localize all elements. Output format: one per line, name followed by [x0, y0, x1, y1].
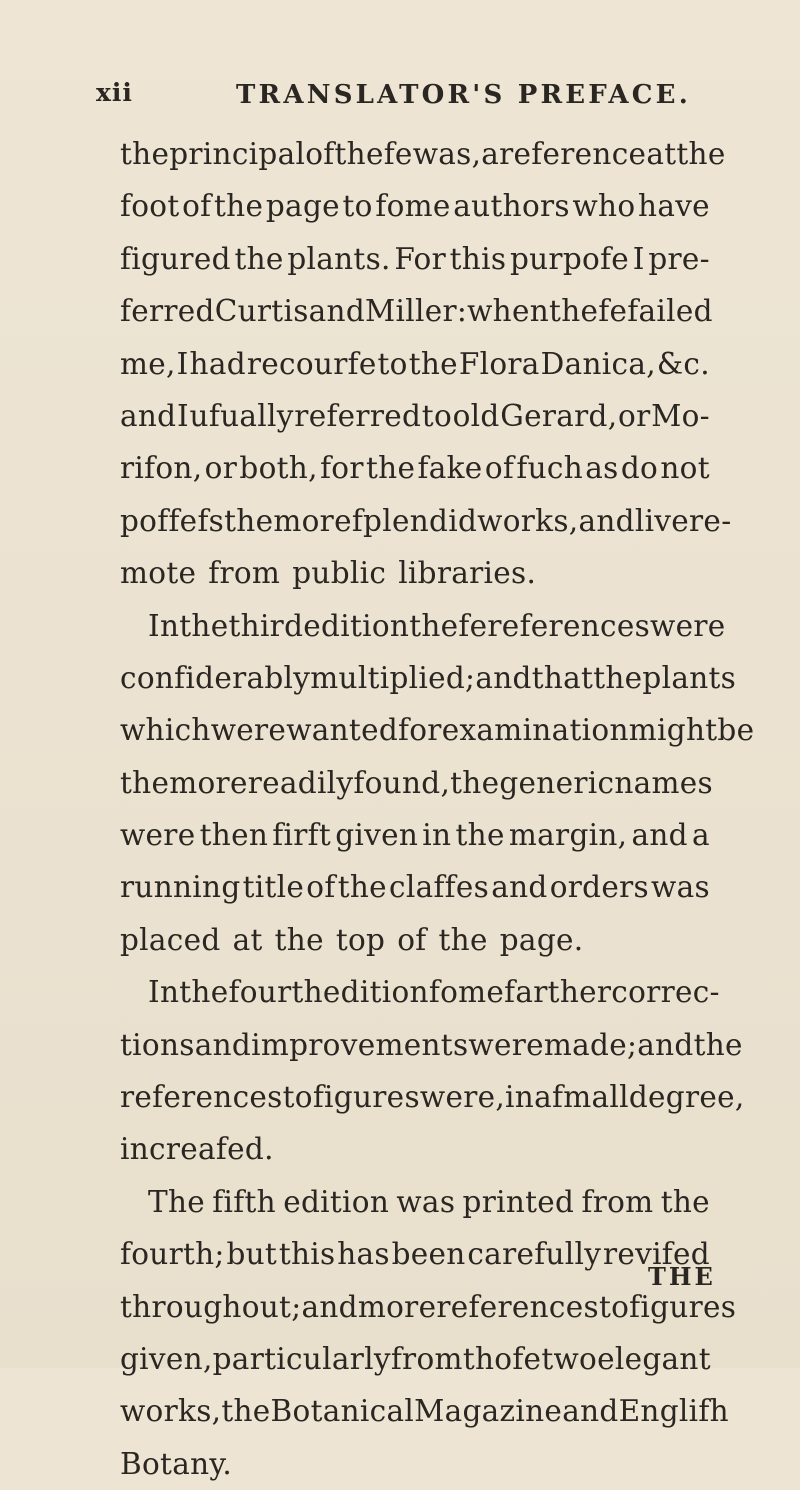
running-head: TRANSLATOR'S PREFACE. [236, 80, 691, 110]
word: elegant [597, 1341, 711, 1376]
word: given [335, 818, 419, 853]
text-line [120, 547, 710, 599]
text-line [120, 285, 713, 337]
word: the [234, 241, 284, 276]
word: the [179, 975, 229, 1010]
word: which [120, 713, 211, 748]
word: libraries. [398, 556, 537, 591]
text-line [120, 652, 737, 704]
word: figured [120, 241, 231, 276]
word: more [357, 1289, 437, 1324]
word: to [342, 189, 373, 224]
word: and [194, 1027, 252, 1062]
word: or [204, 451, 238, 486]
word: in [422, 818, 452, 853]
page-number: xii [96, 78, 133, 107]
word: for [398, 713, 442, 748]
word: orders [549, 870, 649, 905]
word: of [484, 451, 515, 486]
word: page [265, 189, 340, 224]
word: multiplied; [310, 660, 476, 695]
word: third [228, 608, 304, 643]
word: of [306, 870, 336, 905]
text-line [120, 1019, 743, 1071]
word: edition [303, 608, 410, 643]
word: the [593, 660, 643, 695]
word: both, [239, 451, 318, 486]
text-line [120, 180, 710, 232]
word: For [394, 241, 446, 276]
word: this [278, 1237, 336, 1272]
word: recourfe [246, 346, 377, 381]
word: ufually [189, 398, 294, 433]
word: thefe [334, 137, 413, 171]
word: references [487, 608, 651, 643]
word: Botanical [270, 1394, 415, 1429]
word: correc- [611, 975, 720, 1010]
word: public [292, 556, 387, 591]
word: the [221, 1394, 271, 1429]
word: Curtis [214, 294, 309, 329]
text-line [120, 1438, 710, 1490]
word: examination [441, 713, 629, 748]
word: and [637, 1027, 694, 1062]
text-line [120, 966, 720, 1018]
text-line [120, 914, 710, 966]
word: increafed. [120, 1132, 274, 1167]
word: in [505, 1080, 535, 1115]
word: was, [412, 137, 482, 171]
word: principal [169, 137, 306, 171]
word: firft [272, 818, 332, 853]
word: has [337, 1237, 390, 1272]
word: readily [247, 765, 354, 800]
word: title [242, 870, 305, 905]
word: that [531, 660, 594, 695]
word: more [273, 503, 352, 538]
word: given, [120, 1341, 213, 1376]
word: this [449, 241, 507, 276]
word: and [562, 1394, 619, 1429]
word: works, [477, 503, 579, 538]
word: printed [462, 1184, 575, 1219]
word: of [397, 922, 427, 957]
word: I [176, 346, 189, 381]
text-line [120, 704, 755, 756]
word: and [491, 870, 548, 905]
text-line [120, 600, 726, 652]
word: referred [294, 398, 422, 433]
word: rifon, [120, 451, 203, 486]
word: degree, [628, 1080, 745, 1115]
word: then [199, 818, 269, 853]
word: to [282, 1080, 313, 1115]
word: the [120, 765, 170, 800]
word: be [717, 713, 755, 748]
text-line [120, 233, 710, 285]
word: plants. [287, 241, 391, 276]
word: the [455, 818, 505, 853]
word: might [628, 713, 718, 748]
word: edition [322, 975, 429, 1010]
word: from [390, 1341, 463, 1376]
word: the [660, 1184, 710, 1219]
word: placed [120, 922, 221, 957]
word: fourth [228, 975, 323, 1010]
word: Englifh [618, 1394, 729, 1429]
word: of [305, 137, 335, 171]
word: fome [375, 189, 451, 224]
word: thefe [409, 608, 488, 643]
word: thofe [462, 1341, 542, 1376]
word: confiderably [120, 660, 311, 695]
word: the [450, 765, 500, 800]
word: the [179, 608, 229, 643]
word: two [541, 1341, 598, 1376]
word: were [468, 1027, 544, 1062]
word: tions [120, 1027, 195, 1062]
word: the [408, 346, 458, 381]
word: Gerard, [500, 398, 618, 433]
text-line [120, 757, 713, 809]
word: to [598, 1289, 630, 1324]
word: and [308, 294, 366, 329]
text-line [120, 1123, 710, 1175]
word: more [169, 765, 248, 800]
word: Danica, [540, 346, 656, 381]
text-line [120, 390, 710, 442]
word: Botany. [120, 1446, 233, 1481]
word: page. [499, 922, 584, 957]
word: fuch [516, 451, 583, 486]
word: fourth; [120, 1237, 225, 1272]
word: reference [499, 137, 647, 171]
word: pre- [648, 241, 710, 276]
word: the [214, 189, 264, 224]
text-line [120, 1333, 710, 1385]
word: &c. [656, 346, 710, 381]
word: failed [627, 294, 713, 329]
word: to [377, 346, 408, 381]
text-line [120, 861, 710, 913]
word: authors [453, 189, 570, 224]
word: references [436, 1289, 599, 1324]
text-line [120, 338, 710, 390]
word: The [148, 1184, 206, 1219]
catchword: THE [648, 1262, 716, 1291]
word: of [182, 189, 212, 224]
word: figures [312, 1080, 420, 1115]
word: had [189, 346, 246, 381]
word: a [534, 1080, 552, 1115]
word: a [481, 137, 500, 171]
word: I [632, 241, 645, 276]
text-line [120, 1228, 710, 1280]
word: running [120, 870, 241, 905]
word: works, [120, 1394, 222, 1429]
word: old [452, 398, 500, 433]
word: purpofe [509, 241, 630, 276]
text-line [120, 809, 710, 861]
word: the [337, 870, 387, 905]
text-line [120, 1385, 729, 1437]
word: was [396, 1184, 456, 1219]
word: references [120, 1080, 283, 1115]
word: thefe [549, 294, 628, 329]
word: but [226, 1237, 278, 1272]
word: to [421, 398, 453, 433]
text-line [120, 442, 710, 494]
word: edition [283, 1184, 390, 1219]
text-line [120, 1281, 737, 1333]
word: fplendid [351, 503, 478, 538]
word: and [301, 1289, 358, 1324]
word: do [620, 451, 659, 486]
word: been [391, 1237, 466, 1272]
word: I [176, 398, 189, 433]
word: margin, [508, 818, 628, 853]
word: and [578, 503, 635, 538]
word: the [438, 922, 488, 957]
word: or [618, 398, 651, 433]
word: at [232, 922, 263, 957]
word: Mo- [651, 398, 710, 433]
word: fifth [212, 1184, 276, 1219]
word: when [467, 294, 550, 329]
word: ferred [120, 294, 215, 329]
word: the [120, 137, 170, 171]
word: re- [689, 503, 732, 538]
word: at [646, 137, 677, 171]
word: was [651, 870, 710, 905]
word: figures [629, 1289, 737, 1324]
word: Flora [458, 346, 540, 381]
word: have [638, 189, 710, 224]
word: Magazine [414, 1394, 563, 1429]
text-line [120, 128, 726, 180]
word: revifed [602, 1237, 710, 1272]
word: and [120, 398, 177, 433]
text-line [120, 495, 732, 547]
word: the [274, 922, 324, 957]
word: made; [543, 1027, 638, 1062]
word: the [224, 503, 274, 538]
word: In [148, 608, 180, 643]
word: the [676, 137, 726, 171]
word: were [210, 713, 287, 748]
word: found, [353, 765, 451, 800]
word: particularly [212, 1341, 391, 1376]
word: names [614, 765, 713, 800]
word: from [208, 556, 281, 591]
word: the [366, 451, 416, 486]
word: generic [499, 765, 615, 800]
word: me, [120, 346, 176, 381]
word: from [581, 1184, 654, 1219]
word: the [693, 1027, 743, 1062]
word: as [585, 451, 619, 486]
word: mote [120, 556, 197, 591]
word: who [572, 189, 636, 224]
body-text [120, 128, 755, 1490]
word: wanted [286, 713, 399, 748]
word: were [650, 608, 726, 643]
text-line [120, 1176, 710, 1228]
word: In [148, 975, 180, 1010]
word: not [660, 451, 710, 486]
word: claffes [389, 870, 490, 905]
word: live [634, 503, 690, 538]
word: poffefs [120, 503, 225, 538]
word: and [631, 818, 688, 853]
word: fake [417, 451, 483, 486]
word: plants [642, 660, 737, 695]
word: were, [419, 1080, 506, 1115]
word: fome [428, 975, 505, 1010]
word: a [692, 818, 710, 853]
word: foot [120, 189, 180, 224]
word: fmall [551, 1080, 629, 1115]
page-header [0, 78, 800, 122]
word: improvements [251, 1027, 469, 1062]
word: farther [504, 975, 612, 1010]
word: were [120, 818, 196, 853]
word: carefully [467, 1237, 602, 1272]
text-line [120, 1071, 745, 1123]
word: throughout; [120, 1289, 302, 1324]
word: Miller: [365, 294, 468, 329]
word: for [320, 451, 364, 486]
word: and [475, 660, 532, 695]
word: top [335, 922, 386, 957]
